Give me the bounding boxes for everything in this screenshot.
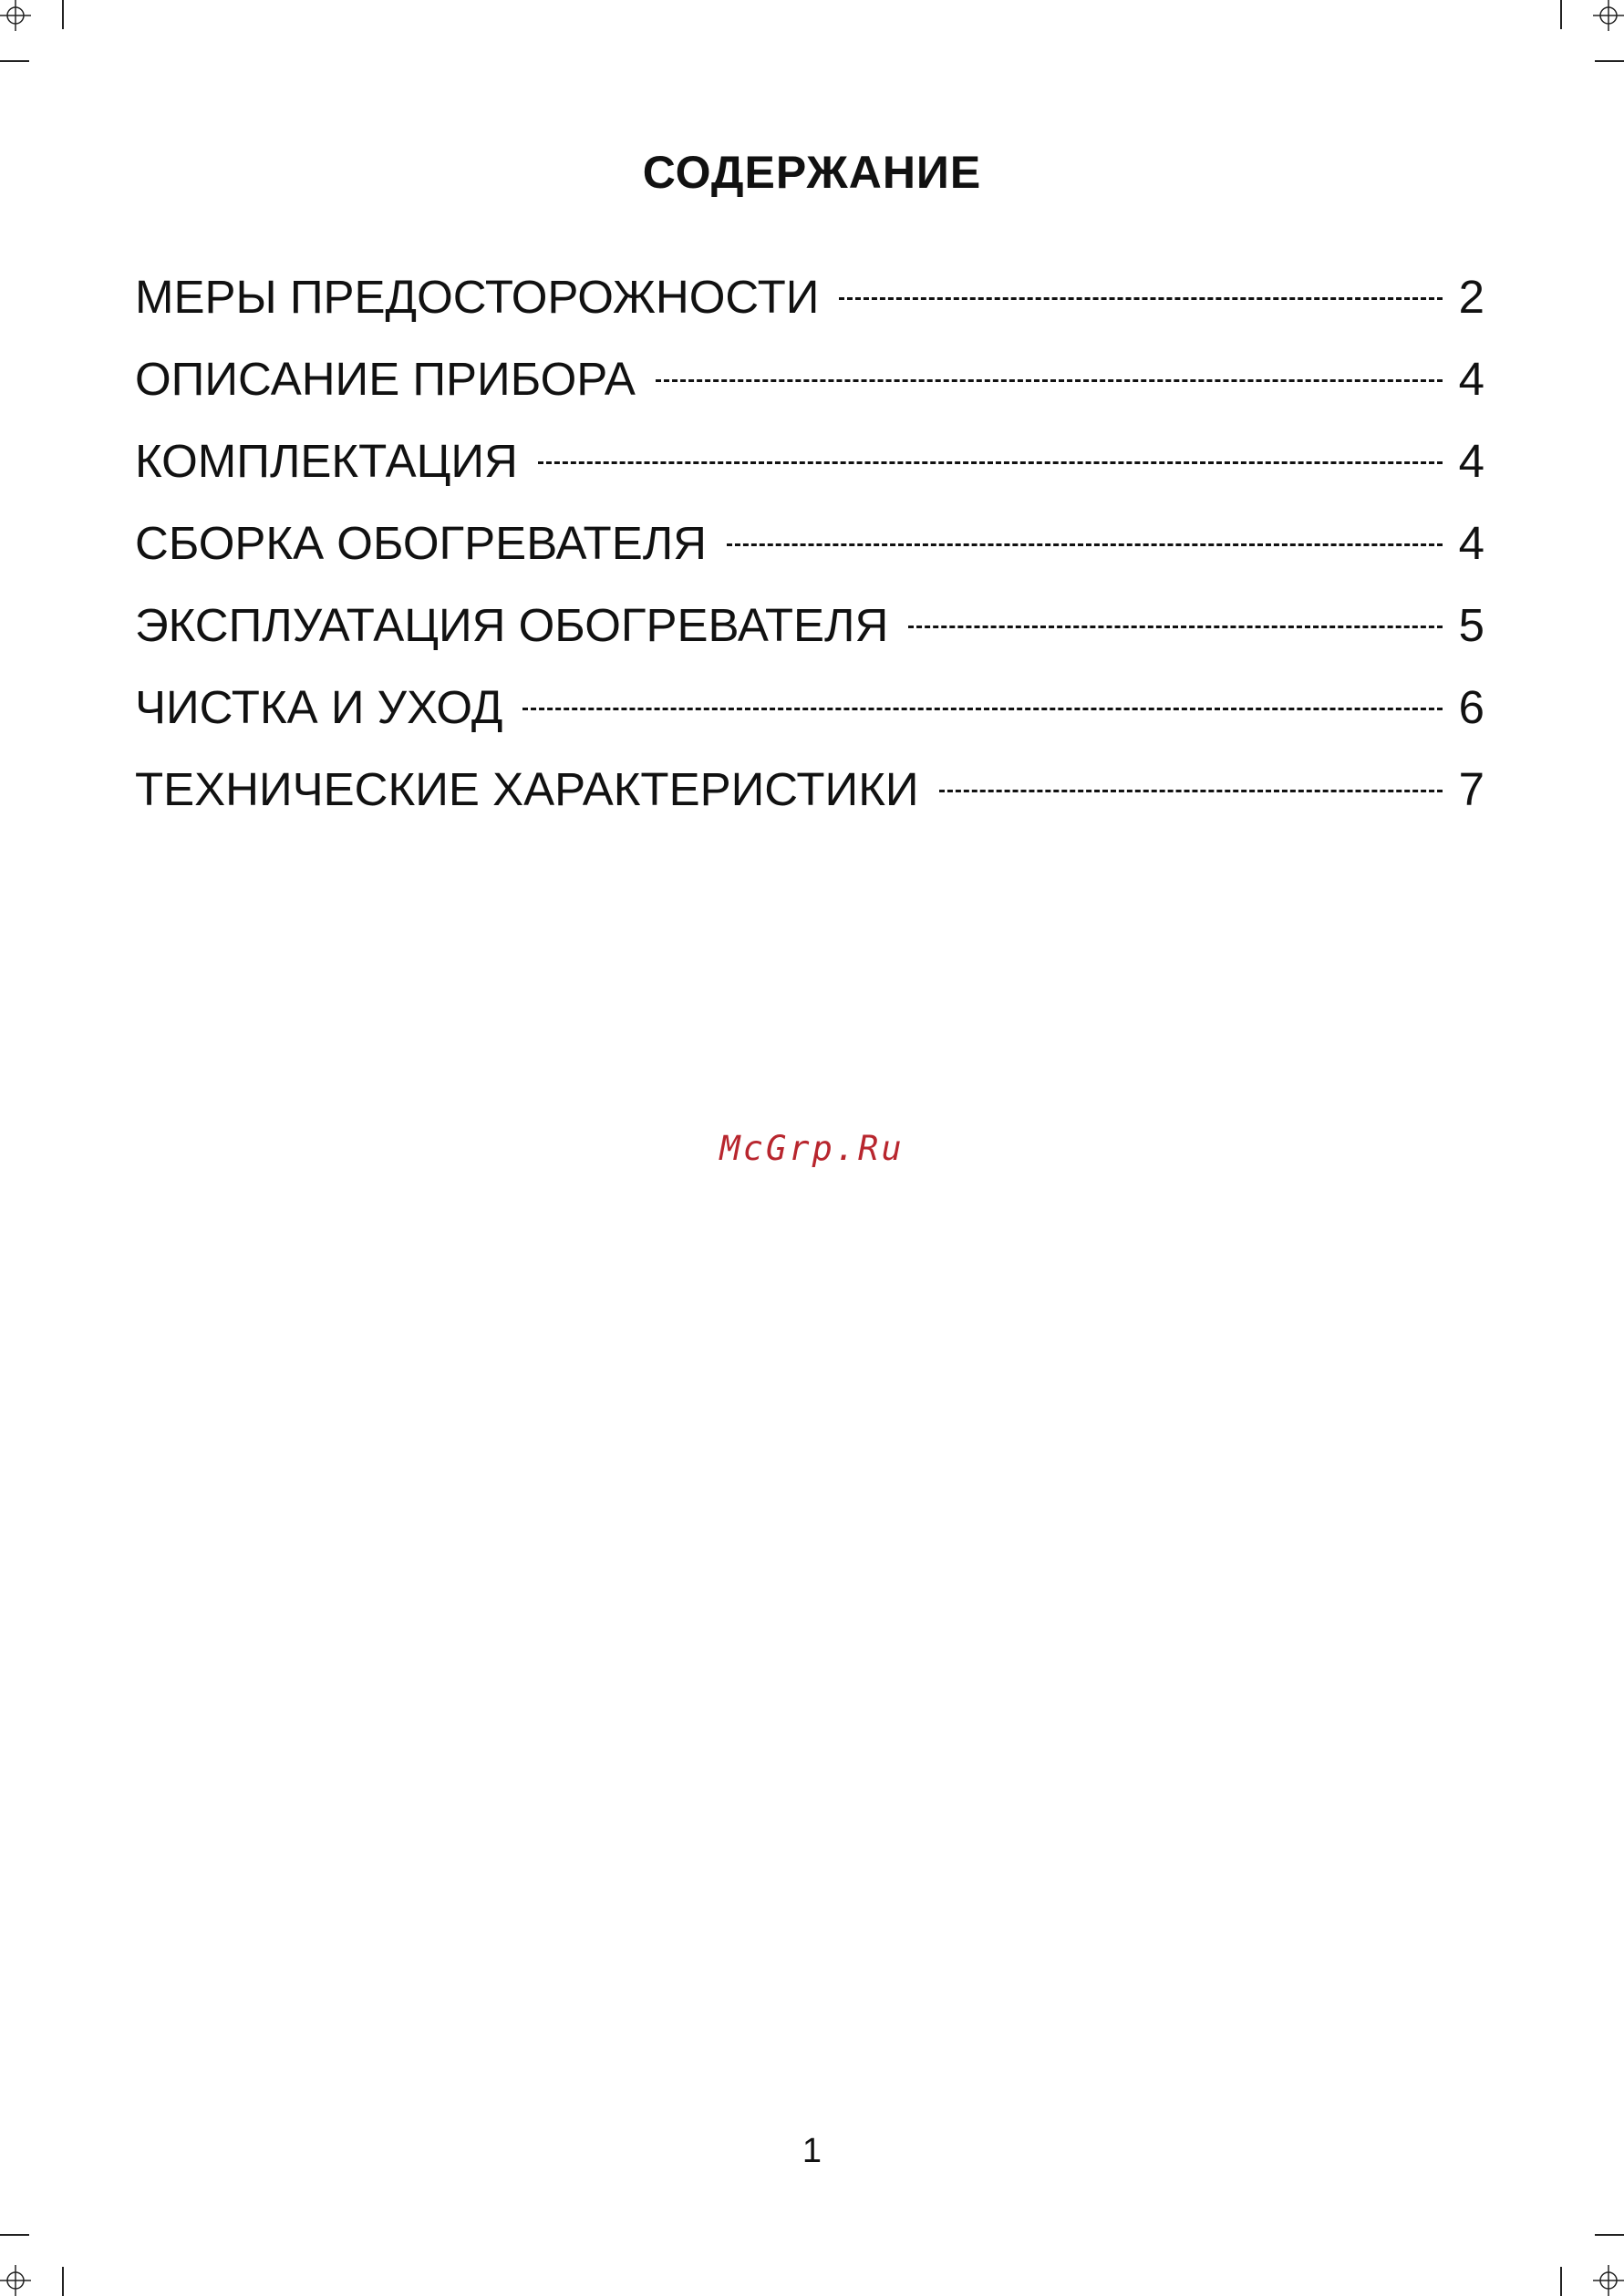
toc-entry-page: 5 <box>1458 599 1484 651</box>
trim-line-top-right-vertical <box>1560 0 1562 29</box>
page-title: СОДЕРЖАНИЕ <box>642 147 982 198</box>
toc-entry-label: ОПИСАНИЕ ПРИБОРА <box>135 353 636 405</box>
toc-entry-page: 6 <box>1458 681 1484 733</box>
registration-mark-top-left <box>0 0 46 46</box>
toc-entry-label: МЕРЫ ПРЕДОСТОРОЖНОСТИ <box>135 271 820 323</box>
toc-entry <box>135 681 1484 733</box>
toc-dot-leader <box>908 626 1443 628</box>
toc-entry-label: СБОРКА ОБОГРЕВАТЕЛЯ <box>135 517 708 569</box>
trim-line-bottom-right-horizontal <box>1595 2234 1624 2236</box>
toc-entry <box>135 763 1484 815</box>
toc-entry-page: 2 <box>1458 271 1484 323</box>
registration-mark-top-right <box>1578 0 1624 46</box>
toc-dot-leader <box>656 379 1443 382</box>
toc-entry-label: ТЕХНИЧЕСКИЕ ХАРАКТЕРИСТИКИ <box>135 763 919 815</box>
toc-entry <box>135 599 1484 651</box>
toc-entry <box>135 271 1484 323</box>
toc-entry <box>135 435 1484 487</box>
trim-line-top-left-horizontal <box>0 60 29 62</box>
toc-entry <box>135 353 1484 405</box>
table-of-contents <box>135 271 1484 815</box>
registration-mark-bottom-right <box>1578 2250 1624 2296</box>
toc-entry-page: 7 <box>1458 763 1484 815</box>
toc-entry <box>135 517 1484 569</box>
trim-line-top-left-vertical <box>62 0 64 29</box>
toc-entry-page: 4 <box>1458 353 1484 405</box>
toc-entry-label: ЭКСПЛУАТАЦИЯ ОБОГРЕВАТЕЛЯ <box>135 599 889 651</box>
page-number: 1 <box>802 2132 822 2170</box>
trim-line-bottom-right-vertical <box>1560 2267 1562 2296</box>
toc-dot-leader <box>727 543 1443 546</box>
toc-entry-page: 4 <box>1458 517 1484 569</box>
registration-mark-bottom-left <box>0 2250 46 2296</box>
toc-entry-page: 4 <box>1458 435 1484 487</box>
toc-dot-leader <box>538 461 1443 464</box>
toc-dot-leader <box>839 297 1443 300</box>
toc-dot-leader <box>522 708 1443 710</box>
watermark-text: McGrp.Ru <box>719 1129 905 1168</box>
trim-line-bottom-left-vertical <box>62 2267 64 2296</box>
trim-line-top-right-horizontal <box>1595 60 1624 62</box>
toc-entry-label: ЧИСТКА И УХОД <box>135 681 503 733</box>
toc-dot-leader <box>939 790 1443 792</box>
trim-line-bottom-left-horizontal <box>0 2234 29 2236</box>
toc-entry-label: КОМПЛЕКТАЦИЯ <box>135 435 518 487</box>
